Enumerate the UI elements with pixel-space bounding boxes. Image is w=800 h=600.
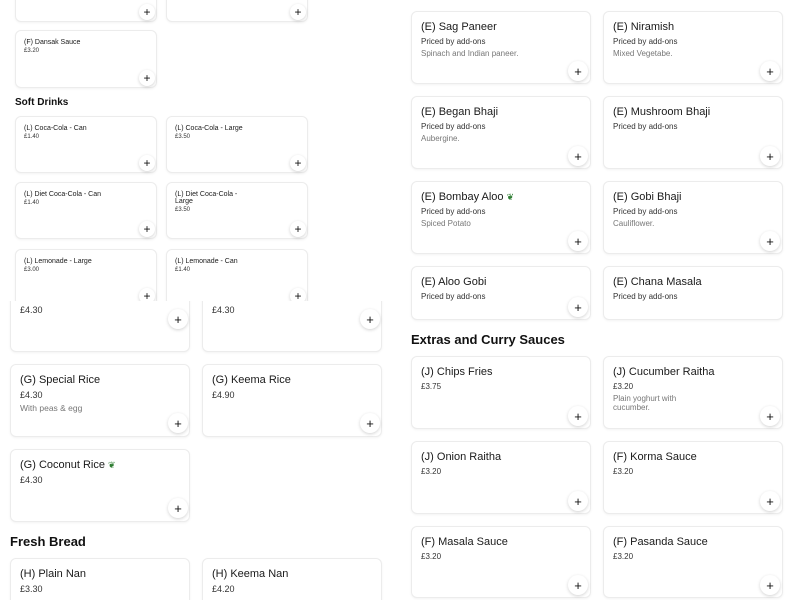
menu-item-card[interactable] bbox=[411, 181, 591, 254]
item-name: (E) Niramish bbox=[613, 21, 675, 33]
menu-item-card[interactable] bbox=[15, 30, 157, 88]
leaf-icon: ❦ bbox=[107, 460, 116, 470]
section-title-soft-drinks: Soft Drinks bbox=[15, 97, 69, 108]
menu-item-card[interactable] bbox=[15, 249, 157, 301]
add-item-button[interactable]: + bbox=[760, 406, 780, 426]
item-price: £4.30 bbox=[212, 305, 235, 315]
item-name: (E) Gobi Bhaji bbox=[613, 191, 682, 203]
item-price: £3.20 bbox=[421, 467, 442, 476]
item-name: (E) Mushroom Bhaji bbox=[613, 106, 711, 118]
item-price: £1.40 bbox=[24, 134, 40, 140]
item-name: (G) Keema Rice bbox=[212, 374, 291, 386]
menu-item-card[interactable] bbox=[10, 297, 190, 352]
item-price: Priced by add-ons bbox=[613, 292, 678, 301]
item-description: Aubergine. bbox=[421, 134, 460, 143]
menu-item-card[interactable] bbox=[15, 0, 157, 22]
menu-item-card[interactable] bbox=[411, 441, 591, 514]
add-item-button[interactable]: + bbox=[568, 231, 588, 251]
item-description: Cauliflower. bbox=[613, 219, 655, 228]
menu-item-card[interactable] bbox=[166, 182, 308, 239]
item-name: (L) Diet Coca-Cola - Large bbox=[175, 191, 238, 205]
item-price: Priced by add-ons bbox=[421, 292, 486, 301]
add-item-button[interactable]: + bbox=[168, 498, 188, 518]
menu-item-card[interactable] bbox=[603, 11, 783, 84]
item-price: Priced by add-ons bbox=[421, 122, 486, 131]
add-item-button[interactable]: + bbox=[760, 146, 780, 166]
menu-item-card[interactable] bbox=[15, 182, 157, 239]
item-name: (H) Keema Nan bbox=[212, 568, 289, 580]
item-name: (E) Aloo Gobi bbox=[421, 276, 487, 288]
menu-item-card[interactable] bbox=[166, 249, 308, 301]
add-item-button[interactable]: + bbox=[139, 70, 155, 86]
menu-item-card[interactable] bbox=[411, 266, 591, 320]
item-price: Priced by add-ons bbox=[421, 37, 486, 46]
item-price: £4.90 bbox=[212, 390, 235, 400]
add-item-button[interactable]: + bbox=[760, 61, 780, 81]
menu-item-card[interactable] bbox=[411, 526, 591, 598]
menu-item-card[interactable] bbox=[10, 449, 190, 522]
add-item-button[interactable]: + bbox=[290, 155, 306, 171]
item-price: £3.20 bbox=[613, 467, 634, 476]
item-name: (E) Chana Masala bbox=[613, 276, 702, 288]
section-title-extras: Extras and Curry Sauces bbox=[411, 332, 565, 347]
item-name: (G) Coconut Rice bbox=[20, 459, 105, 471]
item-price: £4.30 bbox=[20, 390, 43, 400]
add-item-button[interactable]: + bbox=[168, 413, 188, 433]
add-item-button[interactable]: + bbox=[360, 413, 380, 433]
menu-item-card[interactable] bbox=[15, 116, 157, 173]
menu-item-card[interactable] bbox=[202, 364, 382, 437]
menu-item-card[interactable] bbox=[603, 356, 783, 429]
add-item-button[interactable]: + bbox=[168, 309, 188, 329]
item-name: (L) Coca-Cola - Large bbox=[175, 125, 243, 132]
add-item-button[interactable]: + bbox=[760, 231, 780, 251]
item-name: (H) Plain Nan bbox=[20, 568, 87, 580]
menu-item-card[interactable] bbox=[411, 96, 591, 169]
add-item-button[interactable]: + bbox=[760, 575, 780, 595]
item-name: (J) Onion Raitha bbox=[421, 451, 502, 463]
item-price: £3.20 bbox=[24, 48, 40, 54]
item-price: £3.30 bbox=[20, 584, 43, 594]
menu-item-card[interactable] bbox=[603, 181, 783, 254]
add-item-button[interactable]: + bbox=[568, 575, 588, 595]
item-name: (E) Began Bhaji bbox=[421, 106, 499, 118]
item-description: Spiced Potato bbox=[421, 219, 471, 228]
item-name: (F) Masala Sauce bbox=[421, 536, 508, 548]
add-item-button[interactable]: + bbox=[760, 491, 780, 511]
menu-item-card[interactable] bbox=[411, 11, 591, 84]
item-name: (E) Bombay Aloo bbox=[421, 191, 504, 203]
section-title-fresh-bread: Fresh Bread bbox=[10, 534, 86, 549]
item-price: £4.30 bbox=[20, 305, 43, 315]
item-name: (F) Korma Sauce bbox=[613, 451, 697, 463]
menu-item-card[interactable] bbox=[202, 558, 382, 600]
menu-item-card[interactable] bbox=[411, 356, 591, 429]
item-price: £1.40 bbox=[175, 267, 191, 273]
item-price: £3.20 bbox=[613, 552, 634, 561]
add-item-button[interactable]: + bbox=[139, 221, 155, 237]
menu-item-card[interactable] bbox=[202, 297, 382, 352]
item-name: (J) Cucumber Raitha bbox=[613, 366, 715, 378]
item-price: £3.50 bbox=[175, 134, 191, 140]
item-price: £3.50 bbox=[175, 207, 191, 213]
add-item-button[interactable]: + bbox=[360, 309, 380, 329]
add-item-button[interactable]: + bbox=[568, 297, 588, 317]
item-price: Priced by add-ons bbox=[613, 37, 678, 46]
add-item-button[interactable]: + bbox=[139, 155, 155, 171]
item-name: (E) Sag Paneer bbox=[421, 21, 497, 33]
item-description: Plain yoghurt with cucumber. bbox=[613, 394, 677, 412]
menu-item-card[interactable] bbox=[166, 0, 308, 22]
item-description: With peas & egg bbox=[20, 403, 83, 413]
item-name: (L) Diet Coca-Cola - Can bbox=[24, 191, 102, 198]
item-name: (L) Lemonade - Large bbox=[24, 258, 92, 265]
menu-item-card[interactable] bbox=[603, 526, 783, 598]
add-item-button[interactable]: + bbox=[139, 288, 155, 301]
add-item-button[interactable]: + bbox=[568, 406, 588, 426]
item-price: Priced by add-ons bbox=[613, 207, 678, 216]
add-item-button[interactable]: + bbox=[290, 4, 306, 20]
add-item-button[interactable]: + bbox=[568, 491, 588, 511]
item-name: (F) Pasanda Sauce bbox=[613, 536, 708, 548]
item-name: (J) Chips Fries bbox=[421, 366, 493, 378]
item-price: Priced by add-ons bbox=[613, 122, 678, 131]
item-description: Mixed Vegetabe. bbox=[613, 49, 673, 58]
left-upper-overlay bbox=[0, 0, 400, 301]
item-name: (F) Dansak Sauce bbox=[24, 39, 81, 46]
right-pane bbox=[400, 0, 800, 600]
item-price: £3.20 bbox=[613, 382, 634, 391]
item-name: (L) Lemonade - Can bbox=[175, 258, 238, 265]
add-item-button[interactable]: + bbox=[139, 4, 155, 20]
menu-item-card[interactable] bbox=[603, 441, 783, 514]
menu-item-card[interactable] bbox=[603, 96, 783, 169]
item-name: (G) Special Rice bbox=[20, 374, 101, 386]
add-item-button[interactable]: + bbox=[568, 146, 588, 166]
left-lower-pane bbox=[0, 297, 400, 600]
item-description: Spinach and Indian paneer. bbox=[421, 49, 519, 58]
leaf-icon: ❦ bbox=[506, 192, 515, 202]
menu-item-card[interactable] bbox=[10, 364, 190, 437]
menu-item-card[interactable] bbox=[603, 266, 783, 320]
item-name: (L) Coca-Cola - Can bbox=[24, 125, 87, 132]
item-price: £4.30 bbox=[20, 475, 43, 485]
add-item-button[interactable]: + bbox=[568, 61, 588, 81]
add-item-button[interactable]: + bbox=[290, 221, 306, 237]
item-price: £4.20 bbox=[212, 584, 235, 594]
item-price: £3.20 bbox=[421, 552, 442, 561]
menu-item-card[interactable] bbox=[166, 116, 308, 173]
item-price: £1.40 bbox=[24, 200, 40, 206]
menu-item-card[interactable] bbox=[10, 558, 190, 600]
item-price: £3.00 bbox=[24, 267, 40, 273]
add-item-button[interactable]: + bbox=[290, 288, 306, 301]
item-price: Priced by add-ons bbox=[421, 207, 486, 216]
item-price: £3.75 bbox=[421, 382, 442, 391]
